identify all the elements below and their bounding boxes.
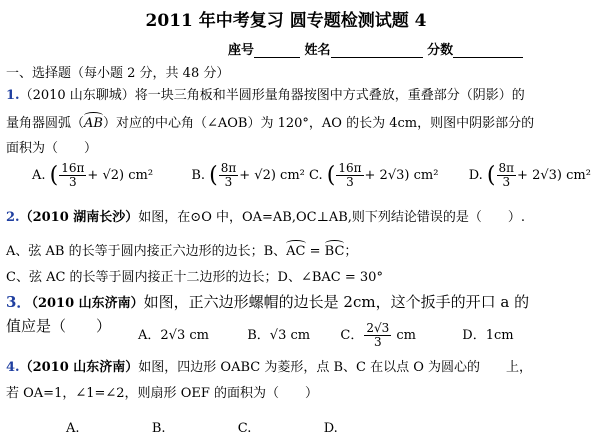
q2-eq: = (305, 244, 325, 259)
q4-line2: 若 OA=1，∠1=∠2，则扇形 OEF 的面积为（ ） (6, 386, 318, 401)
header-fields (228, 39, 523, 58)
frac-den: 3 (224, 175, 233, 189)
option-unit: cm (396, 328, 417, 343)
option-label: A. (32, 168, 46, 183)
q4-option-d[interactable]: D. (323, 421, 338, 436)
q4-source: （2010 山东济南） (19, 360, 139, 375)
seat-label: 座号 (228, 43, 255, 58)
score-blank[interactable] (453, 43, 523, 58)
q3-option-d[interactable]: D．1cm (462, 328, 514, 343)
q2-stem: 如图，在⊙O 中，OA=AB,OC⊥AB,则下列结论错误的是（ ）. (138, 210, 526, 225)
q1-text-2b: ）对应的中心角（∠AOB）为 120°，AO 的长为 4cm，则图中阴影部分的 (102, 116, 535, 131)
seat-blank[interactable] (254, 43, 300, 58)
frac-num: 16π (338, 161, 362, 175)
frac-num: 8π (220, 161, 237, 175)
q4-number: 4. (6, 360, 20, 375)
q2-arc-bc: BC (324, 244, 345, 259)
q2-line2 (6, 240, 357, 259)
option-label: C． (340, 328, 364, 343)
q1-option-c[interactable]: C. ( $\frac{16\pi}{3}$ + 2√3) cm² (309, 161, 439, 189)
q3-number: 3． (6, 293, 32, 311)
q3-options (138, 322, 514, 349)
frac-den: 3 (69, 175, 77, 189)
q3-option-c[interactable] (340, 321, 417, 349)
q1-options (32, 162, 591, 189)
score-label: 分数 (427, 43, 454, 58)
q1-line3: 面积为（ ） (6, 141, 98, 156)
q2-line1 (6, 206, 525, 225)
q4-option-c[interactable]: C. (237, 421, 252, 436)
q1-arc-ab: AB (84, 116, 103, 131)
q4-stem: 如图，四边形 OABC 为菱形，点 B、C 在以点 O 为圆心的 上， (138, 360, 533, 375)
option-tail: + 2√3) cm² (364, 168, 439, 183)
frac-num: 16π (61, 161, 85, 175)
q2-semicolon: ； (344, 244, 358, 259)
q1-text-2a: 量角器圆弧（ (6, 116, 85, 131)
q3-option-b[interactable]: B．√3 cm (247, 328, 311, 343)
frac-den: 3 (346, 175, 354, 189)
option-label: C. (309, 168, 323, 183)
frac-den: 3 (502, 175, 511, 189)
option-tail: + √2) cm² (87, 168, 154, 183)
q3-option-a[interactable]: A．2√3 cm (138, 328, 209, 343)
frac-den: 3 (373, 335, 382, 349)
q2-option-a[interactable]: A、弦 AB 的长等于圆内接正六边形的边长；B、 (6, 244, 287, 259)
q4-option-a[interactable]: A. (66, 421, 80, 436)
section-heading: 一、选择题（每小题 2 分，共 48 分） (6, 66, 230, 81)
q1-option-a[interactable]: A. ( $\frac{16\pi}{3}$ + √2) cm² (32, 161, 154, 189)
q2-source: （2010 湖南长沙） (19, 210, 139, 225)
q1-line2 (6, 112, 534, 131)
q4-options (66, 421, 338, 436)
option-label: B. (191, 168, 205, 183)
q1-number: 1. (6, 88, 20, 103)
q1-line1 (6, 84, 525, 103)
option-tail: + 2√3) cm² (517, 168, 591, 183)
q4-option-b[interactable]: B. (151, 421, 166, 436)
q2-option-c[interactable]: C、弦 AC 的长等于圆内接正十二边形的边长；D、∠BAC = 30° (6, 270, 383, 285)
q3-source: （2010 山东济南） (31, 296, 144, 311)
q3-line1 (6, 291, 529, 312)
q4-line1 (6, 356, 532, 375)
q3-stem: 如图，正六边形螺帽的边长是 2cm，这个扳手的开口 a 的 (143, 293, 530, 311)
option-tail: + √2) cm² (239, 168, 305, 183)
page-title: 2011 年中考复习 圆专题检测试题 4 (145, 11, 427, 31)
name-blank[interactable] (331, 43, 423, 58)
frac-num: 2√3 (366, 321, 390, 335)
option-label: D. (468, 168, 483, 183)
frac-num: 8π (498, 161, 515, 175)
q2-arc-ac: AC (286, 244, 306, 259)
q1-option-d[interactable]: D. ( $\frac{8\pi}{3}$ + 2√3) cm² (468, 161, 591, 189)
name-label: 姓名 (304, 43, 331, 58)
q1-text-1: （2010 山东聊城）将一块三角板和半圆形量角器按图中方式叠放，重叠部分（阴影）的 (19, 88, 525, 103)
q1-option-b[interactable]: B. ( $\frac{8\pi}{3}$ + √2) cm² (191, 161, 305, 189)
q2-number: 2. (6, 210, 20, 225)
q3-line2: 值应是（ ） (6, 317, 112, 335)
